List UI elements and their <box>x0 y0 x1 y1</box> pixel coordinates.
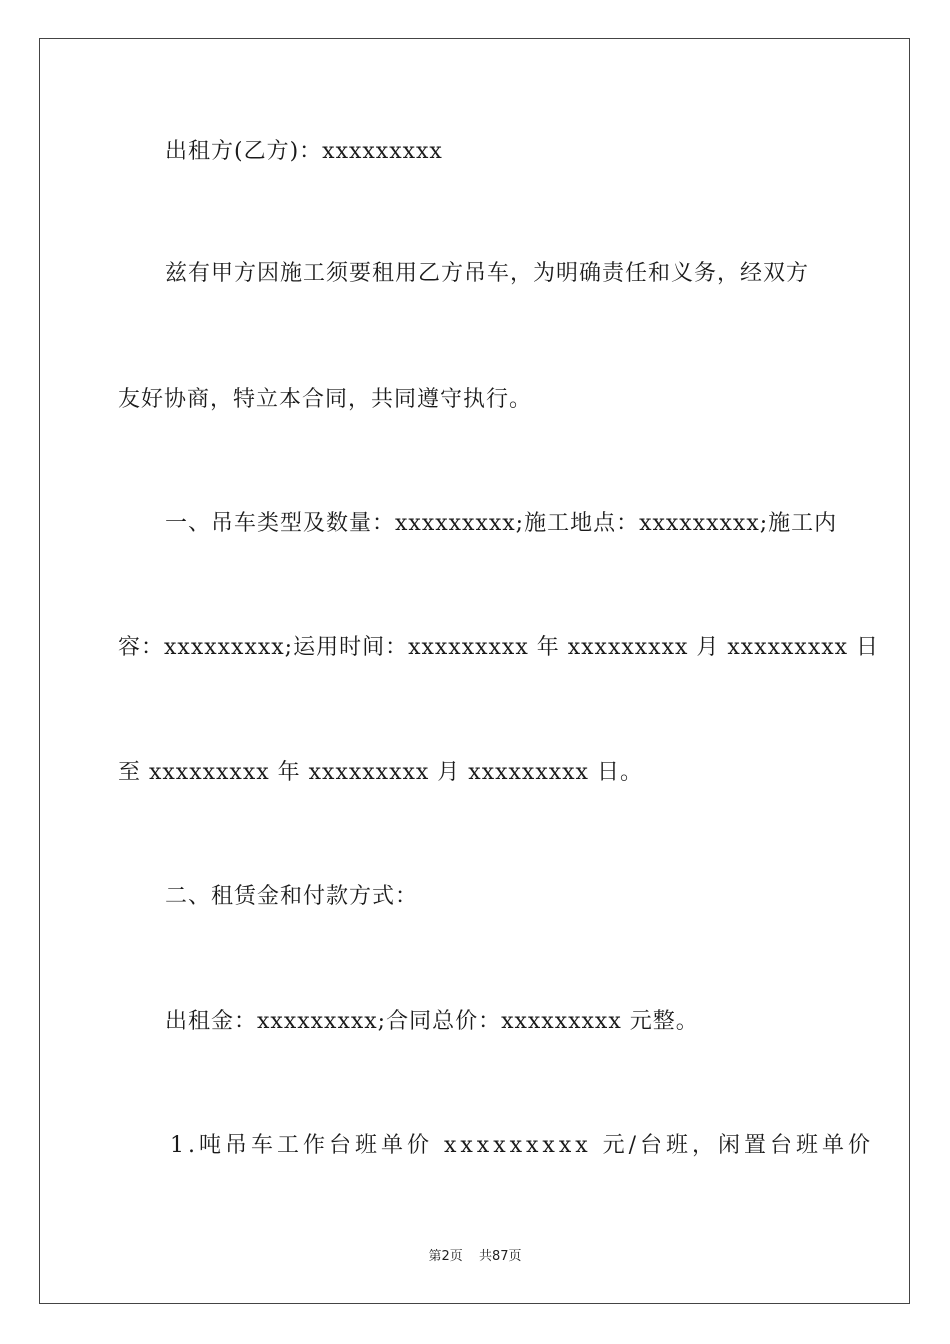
page-number: 第2页 <box>428 1249 463 1264</box>
lessor-line: 出租方(乙方)：xxxxxxxxx <box>165 139 443 164</box>
intro-paragraph-line-2: 友好协商，特立本合同，共同遵守执行。 <box>118 387 533 412</box>
page-footer <box>0 1245 950 1264</box>
rent-line: 出租金：xxxxxxxxx;合同总价：xxxxxxxxx 元整。 <box>165 1009 699 1034</box>
page-total: 共87页 <box>478 1249 522 1264</box>
clause-one-line-1: 一、吊车类型及数量：xxxxxxxxx;施工地点：xxxxxxxxx;施工内 <box>165 511 838 536</box>
page-border <box>39 38 910 1304</box>
intro-paragraph-line-1: 兹有甲方因施工须要租用乙方吊车，为明确责任和义务，经双方 <box>165 261 810 286</box>
unit-price-line: 1.吨吊车工作台班单价 xxxxxxxxx 元/台班，闲置台班单价 <box>170 1133 875 1158</box>
clause-one-line-3: 至 xxxxxxxxx 年 xxxxxxxxx 月 xxxxxxxxx 日。 <box>118 760 643 785</box>
clause-two-heading: 二、租赁金和付款方式： <box>165 884 419 909</box>
clause-one-line-2: 容：xxxxxxxxx;运用时间：xxxxxxxxx 年 xxxxxxxxx 月 xxxxxxxxx 日 <box>118 635 880 660</box>
